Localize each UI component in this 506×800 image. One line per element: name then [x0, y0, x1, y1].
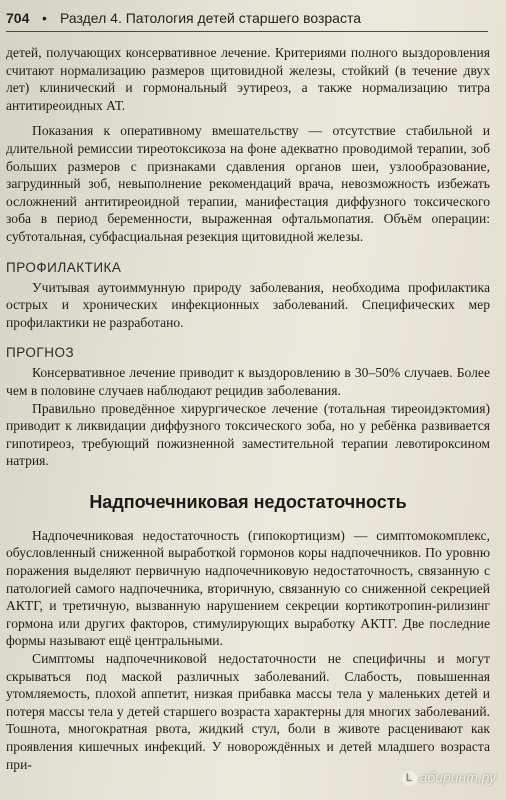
prognosis-paragraph-2: Правильно проведённое хирургическое лечение (тотальная тиреоидэктомия) приводит к ликвидации диффузного токсического зоба, но у ребёнка развивается гипотиреоз, требующий пожизненной заместительной терапии левотироксином натрия. [6, 400, 490, 469]
prognosis-paragraph-1: Консервативное лечение приводит к выздоровлению в 30–50% случаев. Более чем в половине случаев наблюдают рецидив заболевания. [6, 365, 490, 398]
watermark-text: абиринт.ру [419, 769, 496, 786]
labirint-watermark [402, 769, 496, 786]
running-title: Раздел 4. Патология детей старшего возраста [60, 10, 362, 26]
prognosis-heading: ПРОГНОЗ [6, 345, 75, 361]
symptoms-paragraph: Симптомы надпочечниковой недостаточности не специфичны и могут скрываться под маской различных заболеваний. Слабость, повышенная утомляемость, плохой аппетит, низкая прибавка массы тела у маленьких детей и потеря массы тела у детей старшего возраста характерны для многих заболеваний. Тошнота, многократная рвота, жидкий стул, боли в животе расценивают как проявления кишечных инфекций. У новорождённых и детей младшего возраста при- [6, 651, 490, 772]
labirint-logo-icon: L [402, 771, 417, 786]
page-header [0, 0, 506, 34]
header-bullet: • [42, 10, 47, 26]
prophylaxis-paragraph: Учитывая аутоиммунную природу заболевания, необходима профилактика острых и хронических инфекционных заболеваний. Специфических мер профилактики не разработано. [6, 279, 490, 330]
definition-paragraph: Надпочечниковая недостаточность (гипокортицизм) — симптомокомплекс, обусловленный сниженной выработкой гормонов коры надпочечников. По уровню поражения выделяют первичную надпочечниковую недостаточность, связанную с патологией самого надпочечника, вторичную, связанную со сниженной секрецией АКТГ, и третичную, вызванную нарушением секреции кортикотропин-рилизинг гормона или других факторов, стимулирующих выработку АКТГ. Две последние формы называют ещё центральными. [6, 527, 490, 649]
section-title: Надпочечниковая недостаточность [89, 491, 407, 512]
surgery-indications-paragraph: Показания к оперативному вмешательству — отсутствие стабильной и длительной ремиссии тиреотоксикоза на фоне адекватно проводимой терапии, зоб больших размеров с признаками сдавления органов шеи, узлообразование, загрудинный зоб, невыполнение рекомендаций врача, невозможность избежать осложнений антитиреоидной терапии, манифестация диффузного токсического зоба в период беременности, выраженная офтальмопатия. Объём операции: субтотальная, субфасциальная резекция щитовидной железы. [6, 123, 490, 244]
page-number: 704 [6, 10, 30, 26]
page-content [6, 44, 490, 773]
intro-paragraph: детей, получающих консервативное лечение. Критериями полного выздоровления считают нормализацию размеров щитовидной железы, стойкий (в течение двух лет) клинический и гормональный эутиреоз, а также нормализацию титра антитиреоидных АТ. [6, 45, 490, 113]
header-rule [6, 31, 488, 32]
prophylaxis-heading: ПРОФИЛАКТИКА [6, 259, 122, 275]
